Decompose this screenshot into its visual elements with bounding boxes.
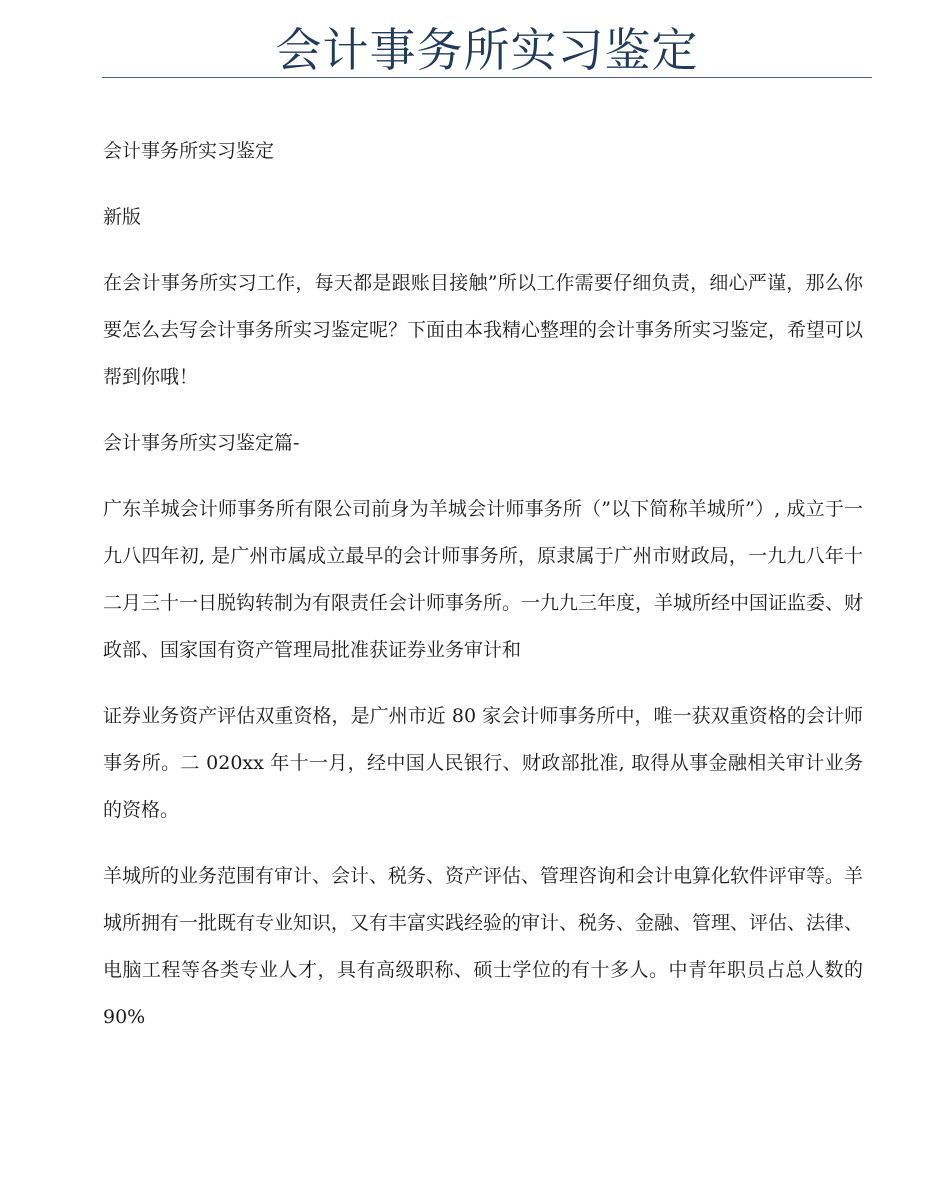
document-title: 会计事务所实习鉴定: [275, 23, 699, 77]
paragraph-heading: 会计事务所实习鉴定: [103, 140, 275, 162]
paragraph-section-heading: 会计事务所实习鉴定篇-: [103, 432, 300, 454]
paragraph-qualifications: 证券业务资产评估双重资格，是广州市近 80 家会计师事务所中，唯一获双重资格的会计师事务所。二 020xx 年十一月，经中国人民银行、财政部批准, 取得从事金融相关审计业务的资格。: [103, 705, 863, 821]
paragraph-edition: 新版: [103, 206, 142, 228]
title-divider: [102, 77, 872, 78]
paragraph-business-scope: 羊城所的业务范围有审计、会计、税务、资产评估、管理咨询和会计电算化软件评审等。羊城所拥有一批既有专业知识，又有丰富实践经验的审计、税务、金融、管理、评估、法律、电脑工程等各类专业人才，具有高级职称、硕士学位的有十多人。中青年职员占总人数的 90%: [103, 865, 864, 1028]
paragraph-history: 广东羊城会计师事务所有限公司前身为羊城会计师事务所（”以下简称羊城所”）, 成立于一九八四年初, 是广州市属成立最早的会计师事务所，原隶属于广州市财政局，一九九八年十二月三十一日脱钩转制为有限责任会计师事务所。一九九三年度，羊城所经中国证监委、财政部、国家国有资产管理局批准获证券业务审计和: [103, 498, 864, 661]
document-body: [103, 128, 863, 1041]
paragraph-intro: 在会计事务所实习工作，每天都是跟账目接触”所以工作需要仔细负责，细心严谨，那么你要怎么去写会计事务所实习鉴定呢？下面由本我精心整理的会计事务所实习鉴定，希望可以帮到你哦！: [103, 272, 864, 388]
